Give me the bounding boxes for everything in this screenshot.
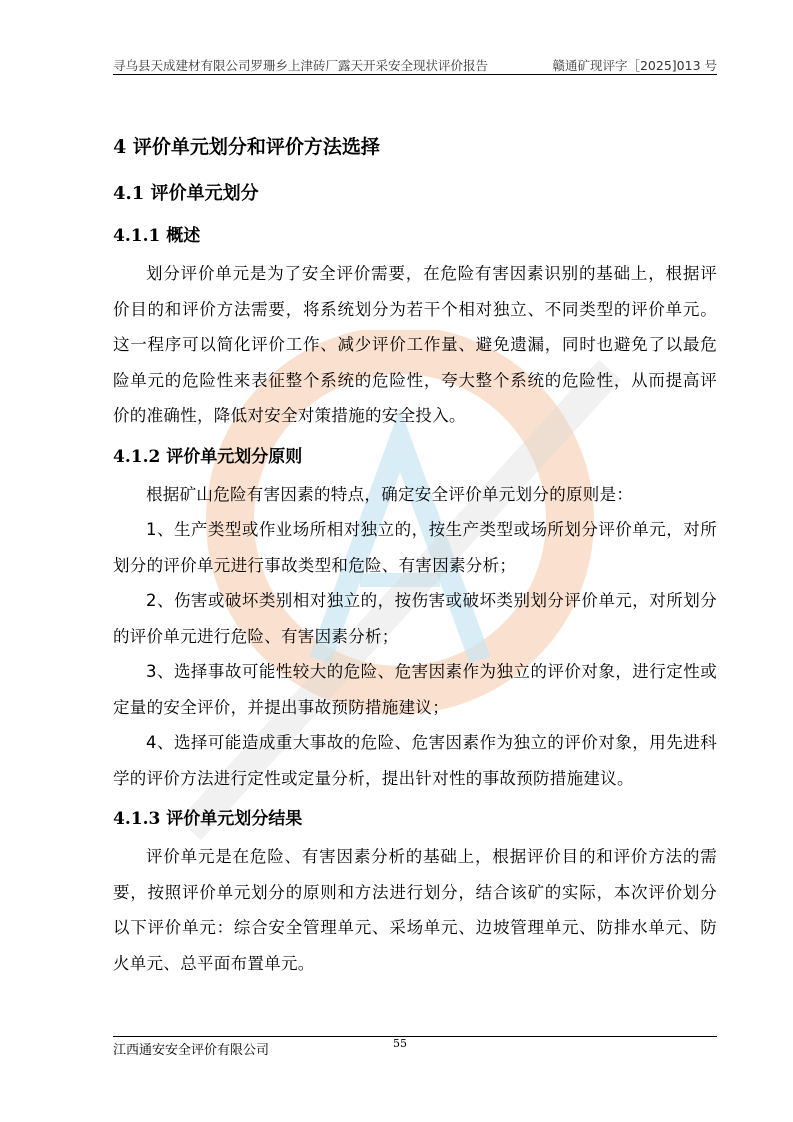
paragraph-principle-4: 4、选择可能造成重大事故的危险、危害因素作为独立的评价对象，用先进科学的评价方法进行定性或定量分析，提出针对性的事故预防措施建议。 <box>113 733 717 788</box>
paragraph-overview: 划分评价单元是为了安全评价需要，在危险有害因素识别的基础上，根据评价目的和评价方法需要，将系统划分为若干个相对独立、不同类型的评价单元。这一程序可以简化评价工作、减少评价工作量、避免遗漏，同时也避免了以最危险单元的危险性来表征整个系统的危险性，夸大整个系统的危险性，从而提高评价的准确性，降低对安全对策措施的安全投入。 <box>113 264 717 425</box>
subsection-title-4-1-3: 4.1.3 评价单元划分结果 <box>113 809 303 829</box>
footer-divider <box>113 1036 717 1037</box>
chapter-title: 4 评价单元划分和评价方法选择 <box>113 136 380 158</box>
subsection-title-4-1-2: 4.1.2 评价单元划分原则 <box>113 446 303 467</box>
header-divider <box>113 74 717 75</box>
subsection-title-4-1-1: 4.1.1 概述 <box>113 226 201 246</box>
paragraph-principle-1: 1、生产类型或作业场所相对独立的，按生产类型或场所划分评价单元，对所划分的评价单元进行事故类型和危险、有害因素分析； <box>113 520 717 575</box>
header-report-title: 寻乌县天成建材有限公司罗珊乡上津砖厂露天开采安全现状评价报告 <box>113 58 489 73</box>
page-footer <box>113 1039 717 1059</box>
paragraph-principle-3: 3、选择事故可能性较大的危险、危害因素作为独立的评价对象，进行定性或定量的安全评价，并提出事故预防措施建议； <box>113 662 717 717</box>
page-number: 55 <box>393 1037 407 1050</box>
paragraph-principle-2: 2、伤害或破坏类别相对独立的，按伤害或破坏类别划分评价单元，对所划分的评价单元进行危险、有害因素分析； <box>113 591 717 646</box>
page-body <box>113 125 717 981</box>
header-report-number: 赣通矿现评字［2025]013 号 <box>552 58 717 73</box>
section-title-4-1: 4.1 评价单元划分 <box>113 183 259 204</box>
paragraph-principles-intro: 根据矿山危险有害因素的特点，确定安全评价单元划分的原则是： <box>146 484 634 504</box>
paragraph-results: 评价单元是在危险、有害因素分析的基础上，根据评价目的和评价方法的需要，按照评价单元划分的原则和方法进行划分，结合该矿的实际，本次评价划分以下评价单元：综合安全管理单元、采场单元、边坡管理单元、防排水单元、防火单元、总平面布置单元。 <box>113 847 717 973</box>
footer-company-name: 江西通安安全评价有限公司 <box>113 1043 270 1058</box>
page-header <box>113 56 717 74</box>
